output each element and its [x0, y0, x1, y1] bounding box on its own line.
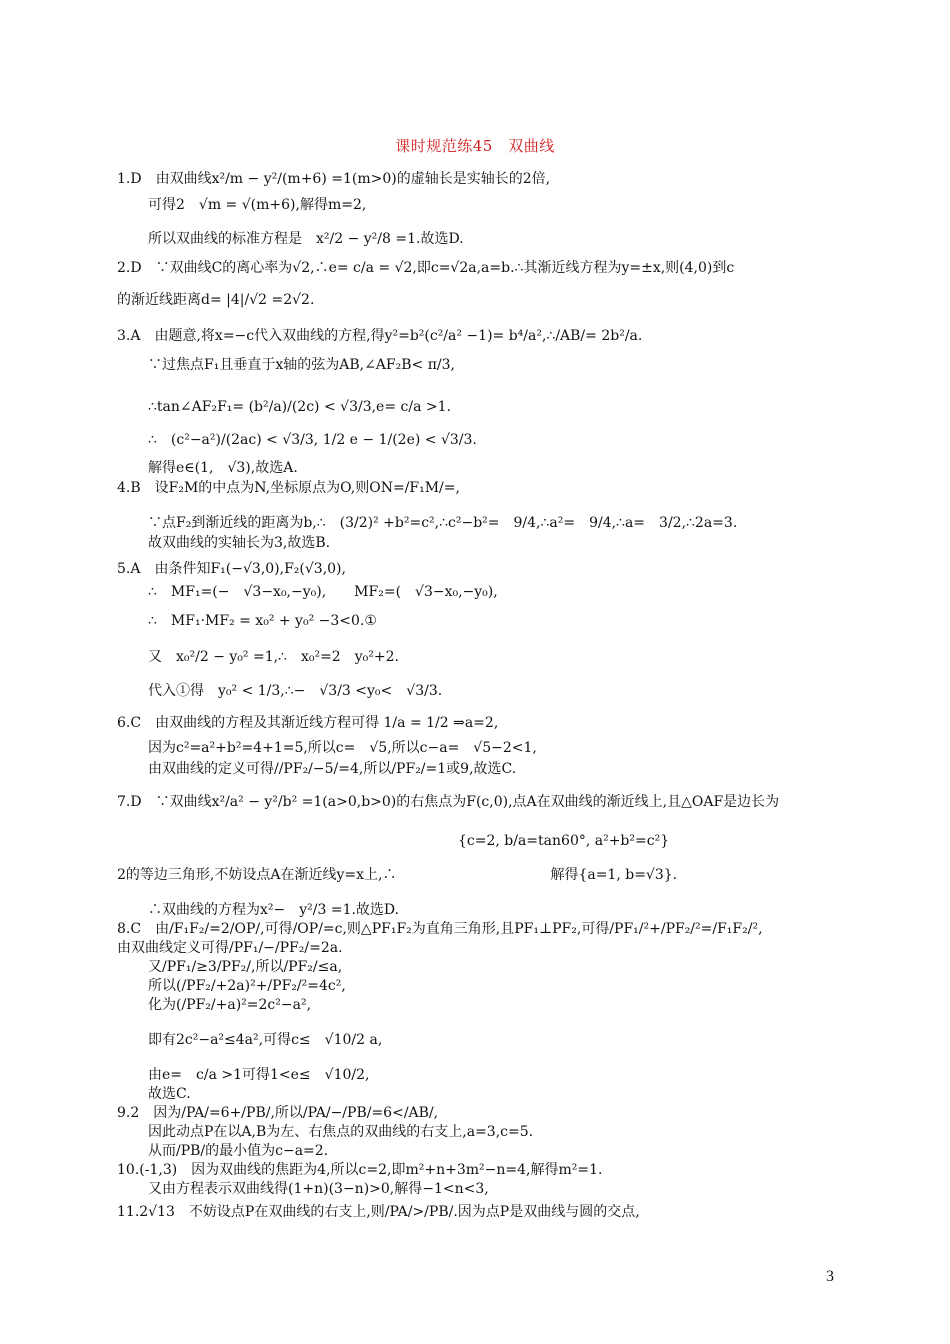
text-line: ∴ (c²−a²)/(2ac) < √3/3, 1/2 e − 1/(2e) < √3/3. [148, 432, 477, 448]
text-line: 10.(-1,3) 因为双曲线的焦距为4,所以c=2,即m²+n+3m²−n=4,解得m²=1. [117, 1162, 603, 1178]
text-line: 又 x₀²/2 − y₀² =1,∴ x₀²=2 y₀²+2. [148, 649, 399, 665]
text-line: 解得e∈(1, √3),故选A. [148, 460, 298, 476]
text-line: 代入①得 y₀² < 1/3,∴− √3/3 <y₀< √3/3. [148, 683, 443, 699]
text-line: 2.D ∵双曲线C的离心率为√2,∴e= c/a = √2,即c=√2a,a=b.∴其渐近线方程为y=±x,则(4,0)到c [117, 260, 735, 276]
text-line: 由双曲线定义可得/PF₁/−/PF₂/=2a. [117, 940, 343, 956]
text-line: ∵点F₂到渐近线的距离为b,∴ (3/2)² +b²=c²,∴c²−b²= 9/4,∴a²= 9/4,∴a= 3/2,∴2a=3. [148, 515, 738, 531]
text-line: 即有2c²−a²≤4a²,可得c≤ √10/2 a, [148, 1032, 383, 1048]
text-line: 1.D 由双曲线x²/m − y²/(m+6) =1(m>0)的虚轴长是实轴长的2倍, [117, 171, 551, 187]
text-line: 因为c²=a²+b²=4+1=5,所以c= √5,所以c−a= √5−2<1, [148, 740, 537, 756]
page-title: 课时规范练45 双曲线 [395, 137, 555, 155]
text-line: 因此动点P在以A,B为左、右焦点的双曲线的右支上,a=3,c=5. [148, 1124, 534, 1140]
text-line: 又/PF₁/≥3/PF₂/,所以/PF₂/≤a, [148, 959, 343, 975]
page-number: 3 [826, 1268, 834, 1285]
text-line: ∴ MF₁·MF₂ = x₀² + y₀² −3<0.① [148, 613, 377, 629]
text-line: ∴双曲线的方程为x²− y²/3 =1.故选D. [148, 902, 400, 918]
text-line: 3.A 由题意,将x=−c代入双曲线的方程,得y²=b²(c²/a² −1)= b⁴/a²,∴/AB/= 2b²/a. [117, 328, 643, 344]
text-line: 的渐近线距离d= |4|/√2 =2√2. [117, 292, 315, 308]
text-line: {c=2, b/a=tan60°, a²+b²=c²} [458, 833, 670, 849]
text-line: 由双曲线的定义可得//PF₂/−5/=4,所以/PF₂/=1或9,故选C. [148, 761, 517, 777]
text-line: 6.C 由双曲线的方程及其渐近线方程可得 1/a = 1/2 ⇒a=2, [117, 715, 499, 731]
text-line: 5.A 由条件知F₁(−√3,0),F₂(√3,0), [117, 561, 346, 577]
text-line: 7.D ∵双曲线x²/a² − y²/b² =1(a>0,b>0)的右焦点为F(c,0),点A在双曲线的渐近线上,且△OAF是边长为 [117, 794, 780, 810]
text-line: 由e= c/a >1可得1<e≤ √10/2, [148, 1067, 370, 1083]
text-line: ∵过焦点F₁且垂直于x轴的弦为AB,∠AF₂B< π/3, [148, 357, 455, 373]
text-line: 可得2 √m = √(m+6),解得m=2, [148, 197, 367, 213]
text-line: 4.B 设F₂M的中点为N,坐标原点为O,则ON=/F₁M/=, [117, 480, 460, 496]
text-line: ∴tan∠AF₂F₁= (b²/a)/(2c) < √3/3,e= c/a >1. [148, 399, 451, 415]
text-line: 所以(/PF₂/+2a)²+/PF₂/²=4c², [148, 978, 346, 994]
text-line: 又由方程表示双曲线得(1+n)(3−n)>0,解得−1<n<3, [148, 1181, 489, 1197]
text-line: 11.2√13 不妨设点P在双曲线的右支上,则/PA/>/PB/.因为点P是双曲线与圆的交点, [117, 1204, 640, 1220]
text-line: 化为(/PF₂/+a)²=2c²−a², [148, 997, 312, 1013]
text-line: 故双曲线的实轴长为3,故选B. [148, 535, 331, 551]
text-line: 8.C 由/F₁F₂/=2/OP/,可得/OP/=c,则△PF₁F₂为直角三角形,且PF₁⊥PF₂,可得/PF₁/²+/PF₂/²=/F₁F₂/², [117, 921, 763, 937]
text-line: 从而/PB/的最小值为c−a=2. [148, 1143, 329, 1159]
text-line: 所以双曲线的标准方程是 x²/2 − y²/8 =1.故选D. [148, 231, 464, 247]
text-line: 故选C. [148, 1086, 191, 1102]
text-line: ∴ MF₁=(− √3−x₀,−y₀), MF₂=( √3−x₀,−y₀), [148, 584, 498, 600]
text-line: 2的等边三角形,不妨设点A在渐近线y=x上,∴ 解得{a=1, b=√3}. [117, 867, 678, 883]
text-line: 9.2 因为/PA/=6+/PB/,所以/PA/−/PB/=6</AB/, [117, 1105, 439, 1121]
